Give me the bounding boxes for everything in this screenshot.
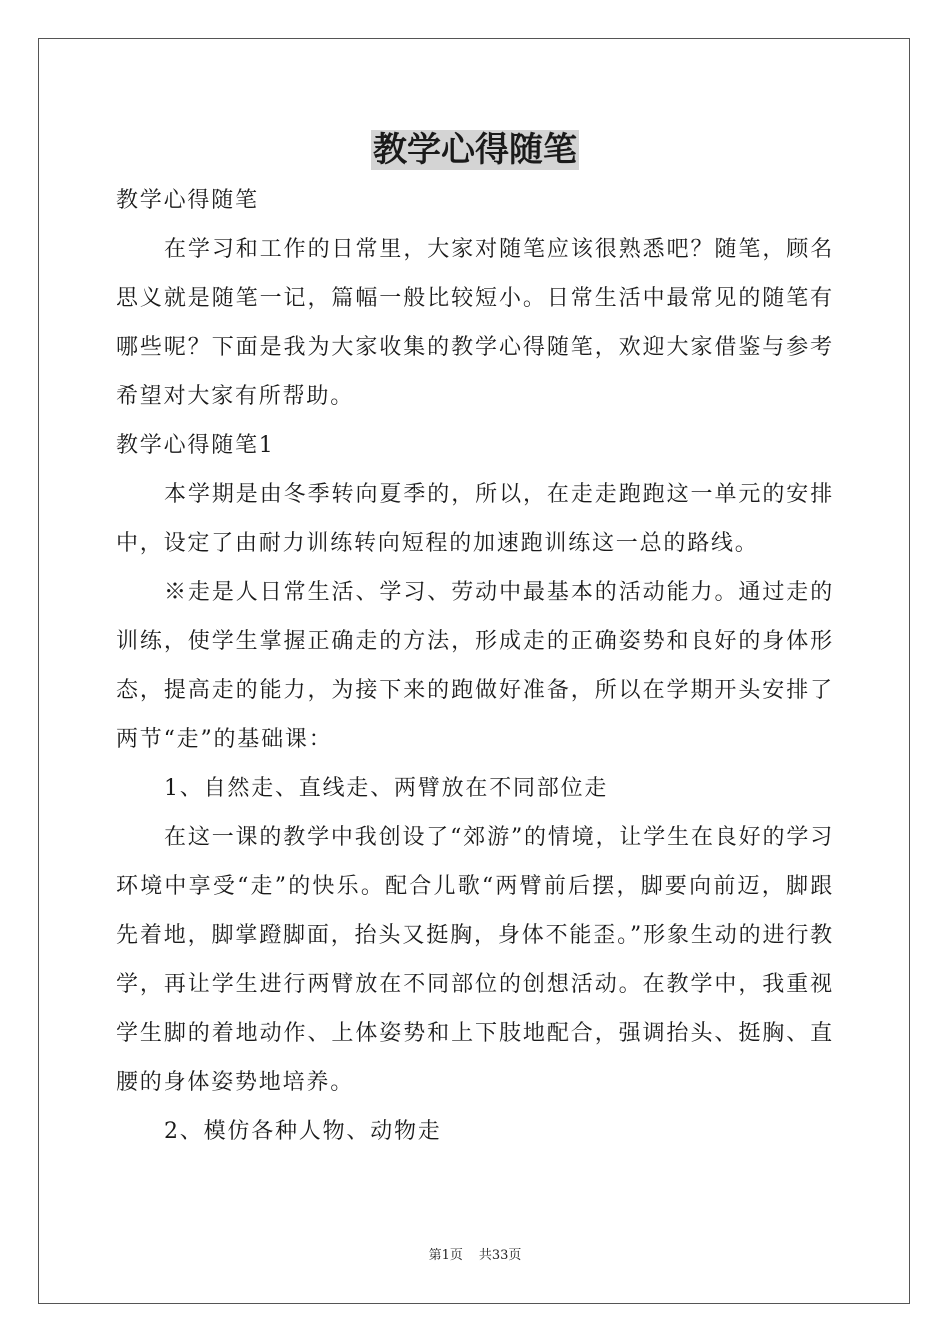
page-footer xyxy=(0,1246,950,1266)
list-item-1: 1、自然走、直线走、两臂放在不同部位走 xyxy=(164,776,609,801)
paragraph-intro: 在学习和工作的日常里，大家对随笔应该很熟悉吧？随笔，顾名思义就是随笔一记，篇幅一般比较短小。日常生活中最常见的随笔有哪些呢？下面是我为大家收集的教学心得随笔，欢迎大家借鉴与参考希望对大家有所帮助。 xyxy=(116,237,834,409)
paragraph-heading: 教学心得随笔 xyxy=(116,188,259,213)
section-heading-1: 教学心得随笔1 xyxy=(116,433,275,458)
document-body xyxy=(116,176,834,1156)
list-item-2: 2、模仿各种人物、动物走 xyxy=(164,1119,442,1144)
paragraph: ※走是人日常生活、学习、劳动中最基本的活动能力。通过走的训练，使学生掌握正确走的方法，形成走的正确姿势和良好的身体形态，提高走的能力，为接下来的跑做好准备，所以在学期开头安排了两节“走”的基础课： xyxy=(116,580,834,752)
paragraph: 在这一课的教学中我创设了“郊游”的情境，让学生在良好的学习环境中享受“走”的快乐。配合儿歌“两臂前后摆，脚要向前迈，脚跟先着地，脚掌蹬脚面，抬头又挺胸，身体不能歪。”形象生动的进行教学，再让学生进行两臂放在不同部位的创想活动。在教学中，我重视学生脚的着地动作、上体姿势和上下肢地配合，强调抬头、挺胸、直腰的身体姿势地培养。 xyxy=(116,825,834,1095)
page-number: 第1页 xyxy=(428,1248,463,1263)
paragraph: 本学期是由冬季转向夏季的，所以，在走走跑跑这一单元的安排中，设定了由耐力训练转向短程的加速跑训练这一总的路线。 xyxy=(116,482,834,556)
document-title xyxy=(0,124,950,176)
document-title-text: 教学心得随笔 xyxy=(373,130,577,170)
page-total: 共33页 xyxy=(478,1248,522,1263)
